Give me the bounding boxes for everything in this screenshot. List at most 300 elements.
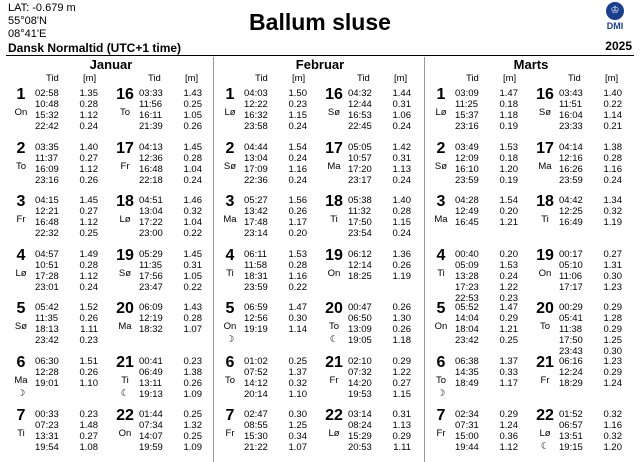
- tide-height: 0.24: [79, 281, 98, 293]
- day-number: 22: [325, 407, 343, 424]
- tide-list: [139, 142, 202, 186]
- tide-row: [455, 164, 518, 175]
- tide-row: [244, 409, 307, 420]
- day-entry: [428, 86, 528, 138]
- tide-time: 03:43: [559, 88, 583, 99]
- tide-row: [244, 88, 307, 99]
- tide-height: 1.50: [288, 88, 307, 99]
- tide-time: 00:40: [455, 248, 479, 260]
- tide-row: [455, 356, 518, 367]
- tide-row: [348, 313, 411, 324]
- tide-row: [455, 217, 518, 228]
- day-number: 7: [225, 407, 235, 424]
- tide-time: 13:51: [559, 431, 583, 442]
- tide-time: 05:05: [348, 141, 372, 153]
- tide-time: 23:59: [244, 281, 268, 293]
- tide-row: [455, 249, 518, 260]
- weekday: Sø: [118, 267, 132, 279]
- day-entry: [217, 300, 317, 352]
- tide-time: 04:13: [139, 141, 163, 153]
- tide-row: [455, 367, 518, 378]
- tide-list: [244, 195, 307, 239]
- time-header: Tid: [148, 73, 161, 84]
- weekday: Ma: [118, 321, 132, 332]
- tide-row: [139, 302, 202, 313]
- tide-time: 12:19: [139, 313, 163, 324]
- tide-time: 21:39: [139, 121, 163, 132]
- tide-row: [559, 99, 622, 110]
- tide-height: 1.23: [603, 281, 622, 293]
- tide-time: 15:37: [455, 110, 479, 121]
- height-header: [m]: [83, 73, 97, 84]
- tide-time: 23:59: [559, 174, 583, 186]
- tide-time: 17:56: [139, 270, 163, 282]
- tide-row: [139, 356, 202, 367]
- weekday: On: [118, 428, 132, 439]
- tide-row: [348, 335, 411, 346]
- tide-row: [559, 271, 622, 282]
- day-number: 1: [16, 86, 26, 103]
- tide-list: [455, 249, 518, 304]
- tide-height: 0.29: [499, 313, 518, 324]
- tide-height: 0.29: [603, 324, 622, 335]
- tide-height: 0.26: [79, 174, 98, 186]
- day-entry: [532, 140, 632, 192]
- tide-row: [244, 206, 307, 217]
- tide-height: 0.24: [392, 174, 411, 186]
- tide-height: 1.09: [183, 388, 202, 400]
- tide-height: 0.28: [392, 206, 411, 217]
- tide-list: [35, 409, 98, 453]
- tide-height: 0.32: [603, 431, 622, 442]
- tide-time: 05:10: [559, 259, 583, 271]
- longitude: 08°41'E: [8, 28, 47, 40]
- tide-row: [244, 164, 307, 175]
- day-entry: [428, 246, 528, 304]
- tide-row: [244, 442, 307, 453]
- tide-height: 1.40: [603, 88, 622, 99]
- tide-time: 23:01: [35, 281, 59, 293]
- lat-datum: LAT: -0.679 m: [8, 2, 76, 14]
- day-number: 16: [536, 86, 554, 103]
- tide-time: 18:25: [348, 270, 372, 282]
- tide-time: 07:32: [348, 366, 372, 378]
- tide-row: [244, 260, 307, 271]
- tide-height: 1.04: [183, 217, 202, 228]
- tide-time: 16:32: [244, 110, 268, 121]
- moon-phase-icon: ☽: [225, 334, 235, 345]
- tide-row: [455, 302, 518, 313]
- weekday: Fr: [329, 374, 339, 386]
- tide-time: 22:42: [35, 121, 59, 132]
- tide-row: [35, 431, 98, 442]
- day-number: 17: [536, 139, 554, 157]
- weekday: To: [539, 321, 551, 332]
- tide-list: [139, 195, 202, 239]
- tide-row: [244, 389, 307, 400]
- tide-row: [139, 271, 202, 282]
- tide-height: 0.18: [499, 152, 518, 164]
- day-number: 21: [536, 353, 554, 371]
- tide-height: 1.21: [499, 324, 518, 335]
- tide-height: 1.21: [499, 217, 518, 228]
- tide-time: 03:14: [348, 409, 372, 420]
- tide-time: 14:07: [139, 431, 163, 442]
- tide-list: [244, 356, 307, 400]
- tide-time: 12:49: [455, 206, 479, 217]
- tide-height: 1.14: [603, 110, 622, 121]
- tide-row: [35, 88, 98, 99]
- tide-time: 12:44: [348, 99, 372, 110]
- tide-list: [348, 409, 411, 453]
- tide-time: 23:42: [35, 335, 59, 346]
- tide-row: [244, 228, 307, 239]
- tide-time: 12:14: [348, 259, 372, 271]
- day-number: 16: [325, 86, 343, 103]
- tide-time: 05:38: [348, 195, 372, 206]
- tide-time: 23:00: [139, 228, 163, 239]
- tide-time: 12:28: [35, 366, 59, 378]
- tide-height: 1.28: [603, 313, 622, 324]
- day-entry: [428, 354, 528, 406]
- tide-row: [348, 99, 411, 110]
- tide-time: 03:35: [35, 141, 59, 153]
- tide-list: [455, 88, 518, 132]
- day-number: 3: [225, 193, 235, 210]
- tide-height: 1.53: [288, 248, 307, 260]
- tide-row: [244, 110, 307, 121]
- tide-row: [455, 153, 518, 164]
- height-header: [m]: [185, 73, 199, 84]
- tide-row: [348, 302, 411, 313]
- tide-time: 05:52: [455, 302, 479, 313]
- tide-row: [139, 367, 202, 378]
- tide-row: [139, 378, 202, 389]
- tide-row: [559, 195, 622, 206]
- tide-time: 12:56: [244, 313, 268, 324]
- day-number: 20: [325, 300, 343, 317]
- tide-row: [35, 121, 98, 132]
- tide-height: 1.20: [603, 442, 622, 453]
- tide-height: 0.30: [603, 346, 622, 357]
- tide-list: [35, 142, 98, 186]
- tide-height: 1.19: [603, 217, 622, 228]
- tide-row: [244, 217, 307, 228]
- weekday: Ti: [330, 214, 338, 225]
- tide-list: [455, 142, 518, 186]
- tide-height: 1.11: [80, 324, 98, 335]
- tide-time: 15:29: [348, 431, 372, 442]
- height-header: [m]: [605, 73, 619, 84]
- tide-height: 1.47: [499, 88, 518, 99]
- tide-time: 11:35: [35, 313, 59, 324]
- tide-time: 19:13: [139, 388, 163, 400]
- tide-time: 23:14: [244, 228, 268, 239]
- tide-list: [244, 88, 307, 132]
- tide-height: 1.48: [79, 420, 98, 431]
- tide-height: 1.38: [603, 141, 622, 153]
- tide-time: 05:09: [455, 259, 479, 271]
- weekday: Lø: [119, 214, 131, 225]
- tide-time: 22:53: [455, 292, 479, 304]
- tide-height: 0.27: [392, 377, 411, 389]
- tide-row: [455, 110, 518, 121]
- day-entry: [217, 247, 317, 299]
- tide-row: [139, 324, 202, 335]
- tide-row: [348, 431, 411, 442]
- height-header: [m]: [394, 73, 408, 84]
- tide-row: [35, 217, 98, 228]
- tide-row: [35, 420, 98, 431]
- tide-time: 17:20: [348, 163, 372, 175]
- tide-row: [35, 282, 98, 293]
- tide-height: 0.29: [392, 355, 411, 367]
- tide-height: 0.18: [499, 99, 518, 110]
- tide-row: [559, 442, 622, 453]
- tide-row: [348, 367, 411, 378]
- tide-height: 0.26: [79, 366, 98, 378]
- tide-time: 01:52: [559, 409, 583, 420]
- day-number: 21: [116, 353, 134, 371]
- tide-row: [348, 389, 411, 400]
- tide-height: 0.28: [79, 99, 98, 110]
- tide-time: 02:10: [348, 355, 372, 367]
- tide-row: [559, 142, 622, 153]
- tide-time: 16:04: [559, 110, 583, 121]
- weekday: To: [119, 107, 131, 118]
- tide-height: 1.05: [183, 270, 202, 282]
- tide-list: [559, 302, 622, 357]
- tide-time: 23:58: [244, 121, 268, 132]
- tide-row: [455, 206, 518, 217]
- tide-time: 04:32: [348, 88, 372, 99]
- tide-height: 0.24: [603, 174, 622, 186]
- tide-height: 0.25: [499, 335, 518, 346]
- tide-height: 1.43: [183, 302, 202, 313]
- tide-row: [559, 431, 622, 442]
- time-header: Tid: [255, 73, 268, 84]
- tide-row: [455, 175, 518, 186]
- weekday: Ma: [223, 214, 237, 225]
- day-entry: [8, 354, 108, 406]
- tide-height: 0.26: [392, 302, 411, 313]
- tide-time: 17:48: [244, 217, 268, 228]
- day-entry: [8, 193, 108, 245]
- tide-height: 1.22: [392, 366, 411, 378]
- tide-height: 1.07: [183, 324, 202, 335]
- day-number: 1: [436, 86, 446, 103]
- tide-height: 1.40: [79, 141, 98, 153]
- tide-time: 04:44: [244, 141, 268, 153]
- tide-height: 1.18: [499, 110, 518, 121]
- tide-height: 0.24: [288, 152, 307, 164]
- weekday: Fr: [225, 428, 235, 439]
- tide-height: 1.04: [183, 163, 202, 175]
- day-number: 6: [436, 353, 446, 371]
- tide-row: [139, 99, 202, 110]
- tide-height: 1.36: [392, 248, 411, 260]
- logo-text: DMI: [606, 21, 624, 31]
- tide-time: 07:52: [244, 366, 268, 378]
- tide-time: 11:25: [455, 99, 479, 110]
- tide-height: 1.16: [603, 420, 622, 431]
- tide-time: 03:49: [455, 141, 479, 153]
- tide-height: 1.18: [392, 335, 411, 346]
- tide-height: 1.49: [79, 248, 98, 260]
- tide-height: 1.15: [392, 217, 411, 228]
- tide-time: 04:15: [35, 195, 59, 206]
- tide-row: [348, 164, 411, 175]
- column-headers: [428, 73, 634, 86]
- tide-height: 0.29: [499, 409, 518, 420]
- tide-height: 1.38: [183, 366, 202, 378]
- tide-row: [35, 260, 98, 271]
- day-entry: [532, 247, 632, 299]
- tide-height: 1.54: [499, 195, 518, 206]
- day-number: 6: [225, 353, 235, 371]
- tide-time: 02:58: [35, 88, 59, 99]
- tide-time: 20:14: [244, 388, 268, 400]
- day-number: 5: [225, 300, 235, 317]
- tide-row: [455, 271, 518, 282]
- tide-height: 0.28: [183, 313, 202, 324]
- tide-time: 19:59: [139, 442, 163, 453]
- year-label: 2025: [605, 39, 632, 53]
- tide-time: 06:57: [559, 420, 583, 431]
- tide-height: 0.25: [183, 99, 202, 110]
- tide-row: [35, 228, 98, 239]
- tide-row: [559, 335, 622, 346]
- tide-time: 23:47: [139, 281, 163, 293]
- tide-height: 0.24: [79, 121, 98, 132]
- tide-height: 1.05: [183, 110, 202, 121]
- tide-time: 12:36: [139, 152, 163, 164]
- tide-time: 13:28: [455, 270, 479, 282]
- tide-list: [244, 249, 307, 293]
- tide-height: 1.16: [288, 163, 307, 175]
- tide-row: [559, 324, 622, 335]
- tide-time: 19:15: [559, 442, 583, 453]
- tide-height: 1.10: [288, 388, 307, 400]
- tide-list: [348, 88, 411, 132]
- tide-height: 0.26: [288, 206, 307, 217]
- day-entry: [321, 193, 421, 245]
- tide-row: [559, 153, 622, 164]
- tide-row: [244, 367, 307, 378]
- tide-row: [455, 431, 518, 442]
- tide-row: [455, 378, 518, 389]
- tide-row: [139, 420, 202, 431]
- tide-height: 0.24: [183, 174, 202, 186]
- tide-height: 1.15: [288, 110, 307, 121]
- moon-phase-icon: ☾: [329, 334, 339, 345]
- tide-time: 22:36: [244, 174, 268, 186]
- tide-row: [244, 195, 307, 206]
- tide-height: 0.32: [603, 206, 622, 217]
- tide-row: [455, 335, 518, 346]
- timezone-label: Dansk Normaltid (UTC+1 time): [8, 41, 182, 55]
- tide-time: 12:21: [35, 206, 59, 217]
- tide-row: [139, 260, 202, 271]
- tide-row: [455, 142, 518, 153]
- tide-list: [139, 249, 202, 293]
- tide-time: 05:41: [559, 313, 583, 324]
- tide-height: 1.44: [392, 88, 411, 99]
- tide-time: 15:00: [455, 431, 479, 442]
- tide-height: 0.28: [79, 259, 98, 271]
- tide-height: 1.14: [288, 324, 307, 335]
- tide-time: 06:49: [139, 366, 163, 378]
- tide-time: 01:44: [139, 409, 163, 420]
- tide-time: 11:51: [559, 99, 583, 110]
- tide-time: 11:06: [559, 270, 583, 282]
- tide-height: 1.12: [79, 110, 98, 121]
- day-number: 18: [325, 193, 343, 210]
- tide-time: 23:16: [455, 121, 479, 132]
- tide-height: 1.25: [603, 335, 622, 346]
- day-entry: [428, 193, 528, 245]
- tide-time: 13:42: [244, 206, 268, 217]
- tide-height: 1.54: [288, 141, 307, 153]
- tide-row: [139, 431, 202, 442]
- tide-time: 12:25: [559, 206, 583, 217]
- tide-height: 1.10: [79, 377, 98, 389]
- tide-row: [348, 175, 411, 186]
- day-entry: [532, 354, 632, 406]
- tide-height: 1.47: [499, 302, 518, 313]
- tide-row: [139, 282, 202, 293]
- tide-height: 0.23: [79, 335, 98, 346]
- day-number: 18: [536, 193, 554, 210]
- day-number: 22: [116, 407, 134, 424]
- tide-time: 19:44: [455, 442, 479, 453]
- month-title: Februar: [295, 57, 345, 72]
- moon-phase-icon: ☽: [436, 387, 446, 399]
- tide-height: 0.28: [183, 152, 202, 164]
- tide-row: [35, 110, 98, 121]
- tide-row: [35, 99, 98, 110]
- tide-row: [559, 175, 622, 186]
- tide-time: 16:11: [139, 110, 163, 121]
- tide-row: [348, 324, 411, 335]
- tide-row: [455, 324, 518, 335]
- tide-row: [139, 442, 202, 453]
- day-entry: [217, 86, 317, 138]
- tide-row: [139, 121, 202, 132]
- weekday: Sø: [434, 160, 448, 172]
- tide-time: 04:57: [35, 248, 59, 260]
- page-title: Ballum sluse: [249, 9, 391, 35]
- tide-time: 23:16: [35, 174, 59, 186]
- weekday: To: [224, 374, 236, 386]
- tide-time: 19:54: [35, 442, 59, 453]
- tide-time: 07:23: [35, 420, 59, 431]
- tide-height: 0.23: [183, 355, 202, 367]
- tide-height: 1.07: [288, 442, 307, 453]
- tide-row: [244, 356, 307, 367]
- column-divider: [424, 57, 425, 462]
- day-entry: [112, 247, 212, 299]
- tide-height: 1.40: [392, 195, 411, 206]
- tide-row: [559, 121, 622, 132]
- tide-time: 11:35: [139, 259, 163, 271]
- tide-row: [559, 206, 622, 217]
- tide-row: [139, 206, 202, 217]
- tide-height: 1.06: [392, 110, 411, 121]
- day-entry: [112, 140, 212, 192]
- tide-time: 12:09: [455, 152, 479, 164]
- tide-row: [455, 121, 518, 132]
